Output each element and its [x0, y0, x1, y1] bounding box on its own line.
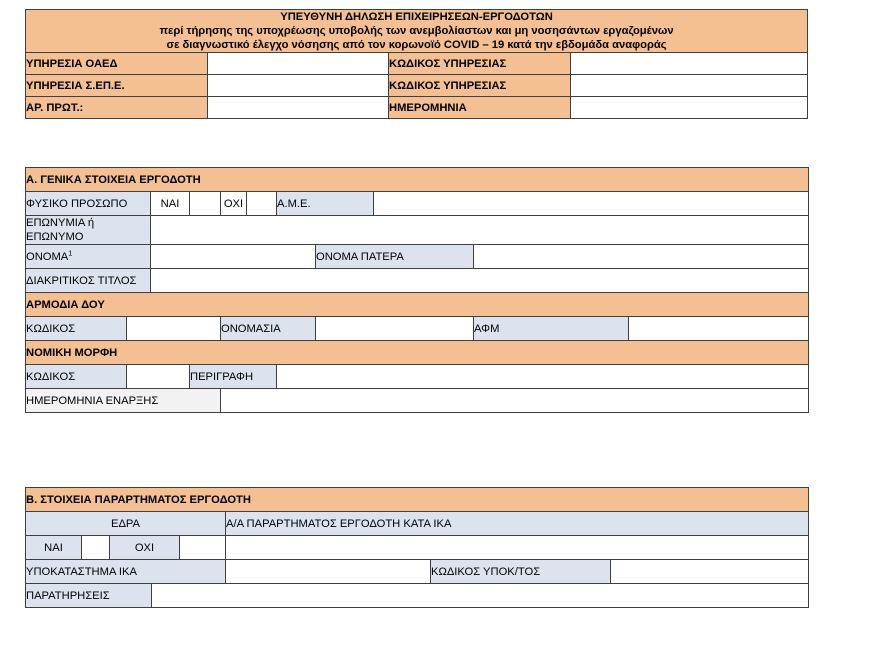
label-eponymia-line1: ΕΠΩΝΥΜΙΑ ή	[26, 217, 95, 229]
table-row	[26, 560, 809, 584]
field-paratiriseis[interactable]	[152, 584, 809, 608]
section-a-heading-row	[26, 168, 809, 192]
label-doy-onomasia: ΟΝΟΜΑΣΙΑ	[221, 317, 316, 341]
label-paratiriseis: ΠΑΡΑΤΗΡΗΣΕΙΣ	[26, 584, 152, 608]
field-doy-afm[interactable]	[629, 317, 809, 341]
title-line-1: ΥΠΕΥΘΥΝΗ ΔΗΛΩΣΗ ΕΠΙΧΕΙΡΗΣΕΩΝ-ΕΡΓΟΔΟΤΩΝ	[280, 11, 553, 23]
section-doy-heading-row	[26, 293, 809, 317]
field-onoma-patera[interactable]	[474, 245, 809, 269]
section-b-heading: Β. ΣΤΟΙΧΕΙΑ ΠΑΡΑΡΤΗΜΑΤΟΣ ΕΡΓΟΔΟΤΗ	[26, 488, 809, 512]
field-onoma[interactable]	[151, 245, 316, 269]
label-edra: ΕΔΡΑ	[26, 512, 226, 536]
section-b-heading-row	[26, 488, 809, 512]
label-fysiko-prosopo: ΦΥΣΙΚΟ ΠΡΟΣΩΠΟ	[26, 192, 151, 216]
field-kodikos-ypokatastimatos[interactable]	[611, 560, 809, 584]
label-nomiki-morfi-perigrafi: ΠΕΡΙΓΡΑΦΗ	[190, 365, 277, 389]
field-eponymia[interactable]	[151, 216, 809, 245]
checkbox-edra-nai[interactable]	[82, 536, 110, 560]
field-nomiki-morfi-perigrafi[interactable]	[277, 365, 809, 389]
field-ame[interactable]	[374, 192, 809, 216]
label-eponymia	[26, 216, 151, 245]
field-kodikos-ypiresias-sepe[interactable]	[571, 75, 808, 97]
label-aa-parartimatos: Α/Α ΠΑΡΑΡΤΗΜΑΤΟΣ ΕΡΓΟΔΟΤΗ ΚΑΤΑ ΙΚΑ	[226, 512, 809, 536]
table-row	[26, 53, 808, 75]
table-row	[26, 317, 809, 341]
table-row	[26, 245, 809, 269]
field-kodikos-ypiresias-oaed[interactable]	[571, 53, 808, 75]
table-row	[26, 512, 809, 536]
field-ypokatastima-ika[interactable]	[226, 560, 431, 584]
document-title	[26, 10, 808, 53]
label-doy-kodikos: ΚΩΔΙΚΟΣ	[26, 317, 127, 341]
label-imerominia: ΗΜΕΡΟΜΗΝΙΑ	[389, 97, 571, 119]
label-onoma-text: ΟΝΟΜΑ	[26, 250, 69, 263]
table-row	[26, 75, 808, 97]
label-edra-nai: ΝΑΙ	[26, 536, 82, 560]
label-diakritikos-titlos: ΔΙΑΚΡΙΤΙΚΟΣ ΤΙΤΛΟΣ	[26, 269, 151, 293]
table-row	[26, 97, 808, 119]
table-row	[26, 365, 809, 389]
table-row	[26, 389, 809, 413]
checkbox-edra-oxi[interactable]	[180, 536, 226, 560]
checkbox-fysiko-nai[interactable]	[190, 192, 221, 216]
title-line-2: περί τήρησης της υποχρέωσης υποβολής των ανεμβολίαστων και μη νοσησάντων εργαζομένων	[159, 25, 674, 37]
label-fysiko-oxi: ΟΧΙ	[221, 192, 247, 216]
label-onoma-patera: ΟΝΟΜΑ ΠΑΤΕΡΑ	[316, 245, 474, 269]
label-ypiresia-sepe: ΥΠΗΡΕΣΙΑ Σ.ΕΠ.Ε.	[26, 75, 208, 97]
field-imerominia-enarxis[interactable]	[221, 389, 809, 413]
label-onoma	[26, 245, 151, 269]
label-ame: Α.Μ.Ε.	[277, 192, 374, 216]
section-doy-heading: ΑΡΜΟΔΙΑ ΔΟΥ	[26, 293, 809, 317]
label-ar-prot: ΑΡ. ΠΡΩΤ.:	[26, 97, 208, 119]
label-kodikos-ypiresias-oaed: ΚΩΔΙΚΟΣ ΥΠΗΡΕΣΙΑΣ	[389, 53, 571, 75]
label-nomiki-morfi-kodikos: ΚΩΔΙΚΟΣ	[26, 365, 127, 389]
title-line-3: σε διαγνωστικό έλεγχο νόσησης από τον κορωνοϊό COVID – 19 κατά την εβδομάδα αναφοράς	[166, 39, 667, 51]
field-doy-kodikos[interactable]	[127, 317, 221, 341]
document-title-row	[26, 10, 808, 53]
field-aa-parartimatos[interactable]	[226, 536, 809, 560]
label-ypokatastima-ika: ΥΠΟΚΑΤΑΣΤΗΜΑ ΙΚΑ	[26, 560, 226, 584]
table-row	[26, 584, 809, 608]
label-edra-oxi: ΟΧΙ	[110, 536, 180, 560]
field-nomiki-morfi-kodikos[interactable]	[127, 365, 190, 389]
table-row	[26, 269, 809, 293]
label-imerominia-enarxis: ΗΜΕΡΟΜΗΝΙΑ ΕΝΑΡΞΗΣ	[26, 389, 221, 413]
table-row	[26, 216, 809, 245]
label-fysiko-nai: ΝΑΙ	[151, 192, 190, 216]
table-row	[26, 192, 809, 216]
section-nomiki-morfi-heading: ΝΟΜΙΚΗ ΜΟΡΦΗ	[26, 341, 809, 365]
label-onoma-footnote: 1	[68, 247, 73, 257]
field-diakritikos-titlos[interactable]	[151, 269, 809, 293]
label-ypiresia-oaed: ΥΠΗΡΕΣΙΑ ΟΑΕΔ	[26, 53, 208, 75]
field-ypiresia-oaed[interactable]	[208, 53, 389, 75]
section-a-table	[25, 167, 809, 413]
label-doy-afm: ΑΦΜ	[474, 317, 629, 341]
section-b-table	[25, 487, 809, 608]
section-nomiki-morfi-heading-row	[26, 341, 809, 365]
header-table	[25, 9, 808, 119]
field-imerominia[interactable]	[571, 97, 808, 119]
checkbox-fysiko-oxi[interactable]	[247, 192, 277, 216]
field-ypiresia-sepe[interactable]	[208, 75, 389, 97]
label-kodikos-ypokatastimatos: ΚΩΔΙΚΟΣ ΥΠΟΚ/ΤΟΣ	[431, 560, 611, 584]
label-eponymia-line2: ΕΠΩΝΥΜΟ	[26, 231, 84, 243]
field-ar-prot[interactable]	[208, 97, 389, 119]
section-a-heading: Α. ΓΕΝΙΚΑ ΣΤΟΙΧΕΙΑ ΕΡΓΟΔΟΤΗ	[26, 168, 809, 192]
field-doy-onomasia[interactable]	[316, 317, 474, 341]
label-kodikos-ypiresias-sepe: ΚΩΔΙΚΟΣ ΥΠΗΡΕΣΙΑΣ	[389, 75, 571, 97]
table-row	[26, 536, 809, 560]
